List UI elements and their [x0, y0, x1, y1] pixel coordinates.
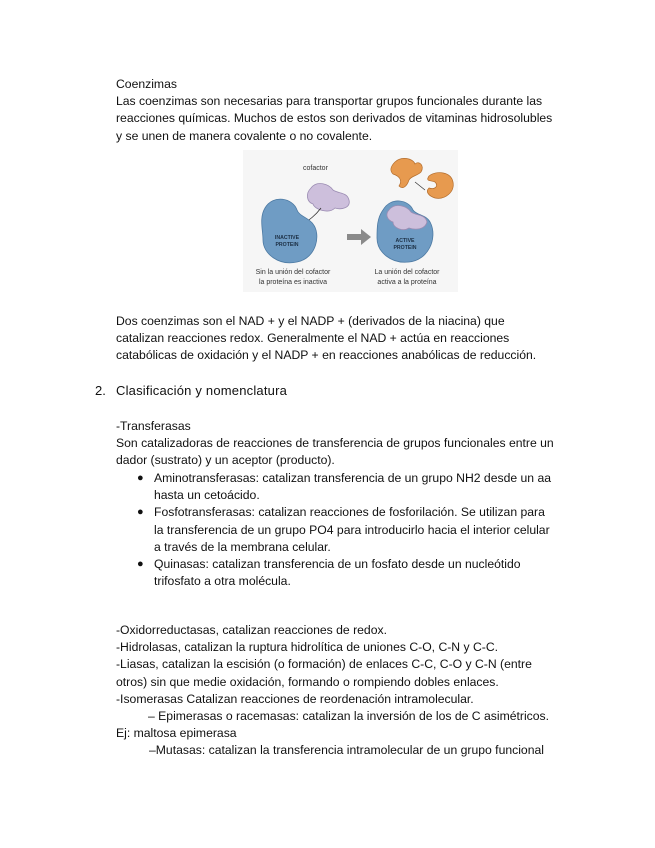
coenzimas-title: Coenzimas — [116, 77, 177, 91]
transferasas-heading: -Transferasas — [116, 419, 191, 433]
caption-left: la proteína es inactiva — [258, 279, 328, 286]
cofactor-diagram — [243, 150, 458, 292]
list-item-text: la transferencia de un grupo PO4 para introducirlo hacia el interior celular — [154, 522, 550, 537]
list-item-text: Aminotransferasas: catalizan transferencia de un grupo NH2 desde un aa — [154, 471, 552, 485]
transferasas-list — [116, 470, 586, 590]
substrate-shape — [391, 158, 422, 187]
paragraph-line: y se unen de manera covalente o no covalente. — [116, 128, 373, 143]
inactive-protein-label: INACTIVE — [274, 235, 300, 241]
active-protein-label: PROTEIN — [393, 245, 417, 251]
list-item — [116, 556, 586, 590]
bullet-icon: ● — [137, 558, 144, 571]
active-protein-label: ACTIVE — [395, 238, 415, 244]
inactive-protein-shape — [262, 199, 317, 263]
list-item-text: Fosfotransferasas: catalizan reacciones de fosforilación. Se utilizan para — [154, 505, 545, 520]
list-item-text: Quinasas: catalizan transferencia de un fosfato desde un nucleótido — [154, 557, 521, 572]
mutasas-line: –Mutasas: catalizan la transferencia intramolecular de un grupo funcional — [149, 743, 544, 758]
list-item — [116, 470, 586, 504]
bullet-icon: ● — [137, 472, 144, 484]
class-line: -Liasas, catalizan la escisión (o formación) de enlaces C-C, C-O y C-N (entre — [116, 657, 532, 672]
enzyme-classes — [116, 622, 586, 760]
substrate-shape — [427, 173, 453, 199]
nad-paragraph — [116, 313, 586, 365]
section-number: 2. — [95, 383, 106, 398]
paragraph-line: Las coenzimas son necesarias para transportar grupos funcionales durante las — [116, 94, 543, 109]
caption-right: La unión del cofactor — [374, 269, 440, 276]
bullet-icon: ● — [137, 506, 144, 519]
epimerasas-line: – Epimerasas o racemasas: catalizan la inversión de los de C asimétricos. — [148, 709, 550, 724]
caption-left: Sin la unión del cofactor — [255, 269, 331, 276]
paragraph-line: reacciones químicas. Muchos de estos son derivados de vitaminas hidrosolubles — [116, 111, 553, 126]
list-item — [116, 504, 586, 556]
paragraph-line: dador (sustrato) y un aceptor (producto). — [116, 453, 335, 468]
class-line: otros) sin que medie oxidación, formando o rompiendo dobles enlaces. — [116, 674, 499, 689]
paragraph-line: catalizan reacciones redox. Generalmente el NAD + actúa en reacciones — [116, 331, 510, 346]
cofactor-shape — [307, 184, 349, 211]
list-item-text: trifosfato a otra molécula. — [154, 574, 291, 589]
list-item-text: hasta un cetoácido. — [154, 488, 260, 503]
transferasas-section — [116, 418, 586, 470]
paragraph-line: Son catalizadoras de reacciones de transferencia de grupos funcionales entre un — [116, 436, 554, 451]
paragraph-line: Dos coenzimas son el NAD + y el NADP + (derivados de la niacina) que — [116, 314, 505, 328]
class-line: -Isomerasas Catalizan reacciones de reordenación intramolecular. — [116, 691, 474, 706]
paragraph-line: catabólicas de oxidación y el NADP + en reacciones anabólicas de reducción. — [116, 348, 537, 363]
cofactor-label: cofactor — [303, 165, 328, 172]
cofactor-figure — [243, 150, 458, 292]
substrate-arrow — [415, 182, 425, 190]
example-line: Ej: maltosa epimerasa — [116, 726, 237, 741]
caption-right: activa a la proteína — [377, 279, 437, 286]
list-item-text: a través de la membrana celular. — [154, 539, 331, 554]
section-title: Clasificación y nomenclatura — [116, 383, 288, 398]
inactive-protein-label: PROTEIN — [275, 242, 299, 248]
coenzimas-section — [116, 76, 586, 145]
class-line: -Oxidorreductasas, catalizan reacciones de redox. — [116, 623, 387, 637]
transition-arrow — [347, 229, 371, 245]
class-line: -Hidrolasas, catalizan la ruptura hidrolítica de uniones C-O, C-N y C-C. — [116, 640, 499, 655]
